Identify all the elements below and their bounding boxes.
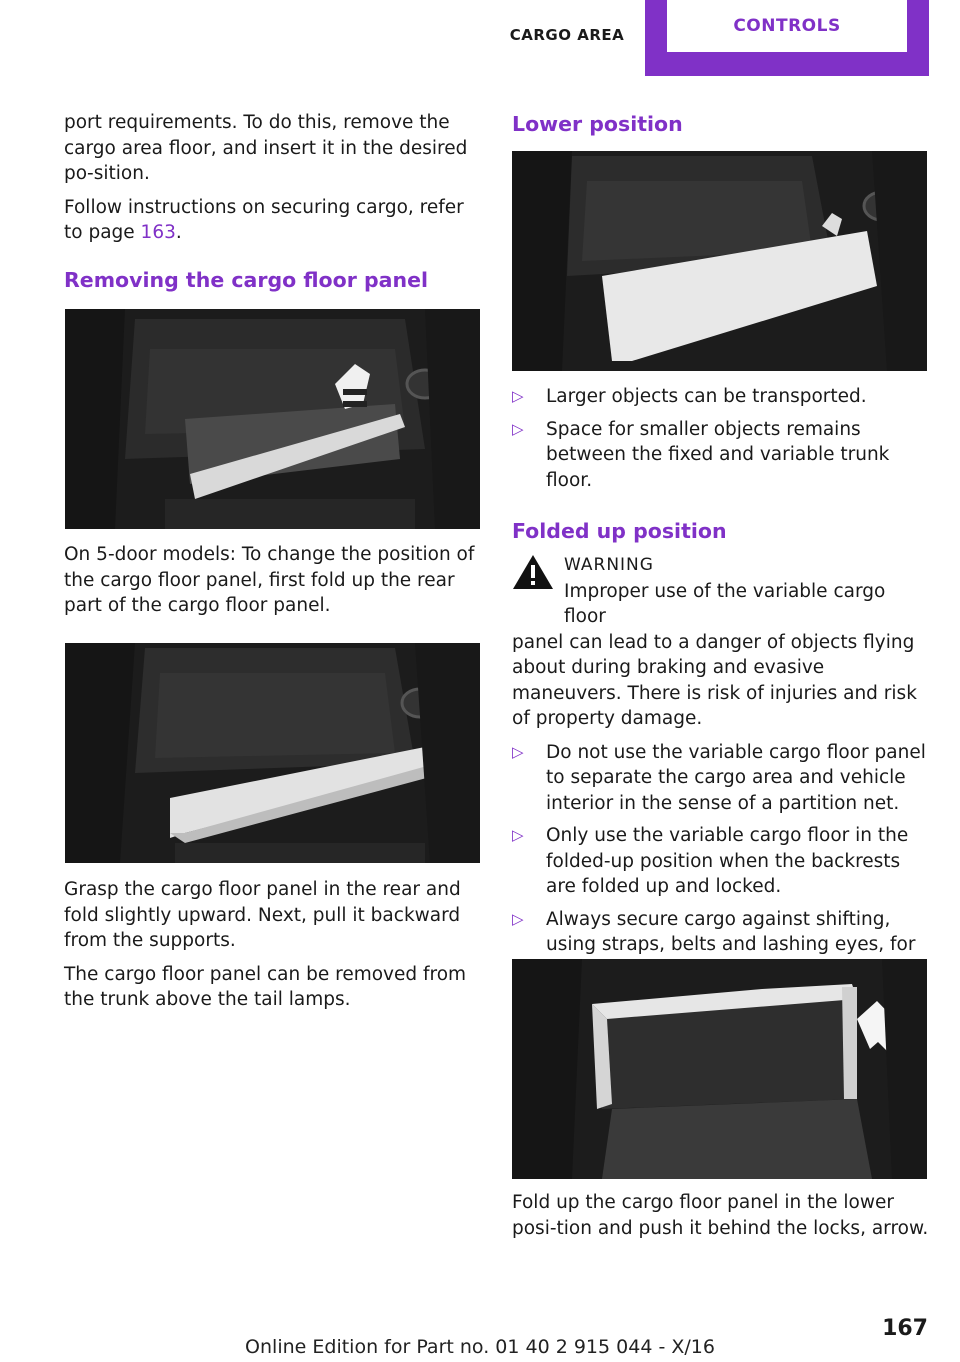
left-text-block-2 [64, 542, 482, 627]
heading-removing-cargo-floor-panel: Removing the cargo floor panel [64, 267, 428, 292]
warning-block [512, 553, 930, 732]
page-link[interactable]: 163 [140, 222, 176, 243]
chapter-tab-controls [645, 0, 929, 76]
warning-text: Improper use of the variable cargo floor panel can lead to a danger of objects flying about during braking and evasive maneuvers. There is risk of injuries and risk of property damage. [512, 580, 917, 729]
list-item: ▷ Space for smaller objects remains between the fixed and variable trunk floor. [512, 418, 890, 491]
photo-cargo-floor-tilted [65, 643, 480, 863]
triangle-bullet-icon: ▷ [512, 742, 524, 761]
chapter-tab-label: CONTROLS [733, 16, 841, 36]
warning-icon [512, 553, 554, 591]
heading-lower-position: Lower position [512, 112, 683, 136]
triangle-bullet-icon: ▷ [512, 909, 524, 928]
triangle-bullet-icon: ▷ [512, 419, 524, 438]
footer-edition: Online Edition for Part no. 01 40 2 915 044 - X/16 [245, 1336, 715, 1358]
right-text-block-3 [512, 1190, 930, 1249]
left-column [64, 110, 482, 294]
photo-lower-position [512, 151, 927, 371]
warning-title: WARNING [564, 555, 654, 575]
warning-list [512, 740, 930, 986]
right-column [512, 110, 930, 138]
heading-folded-up-position: Folded up position [512, 519, 727, 543]
paragraph-port-requirements: port requirements. To do this, remove the cargo area floor, and insert it in the desired po‐sition. [64, 112, 468, 184]
list-item: ▷ Do not use the variable cargo floor panel to separate the cargo area and vehicle interior in the sense of a partition net. [512, 741, 926, 814]
right-text-block-2 [512, 384, 930, 992]
triangle-bullet-icon: ▷ [512, 826, 524, 844]
list-item: ▷ Always secure cargo against shifting, using straps, belts and lashing eyes, for [512, 907, 930, 986]
photo-folded-up-position [512, 959, 927, 1179]
photo-cargo-floor-lift [65, 309, 480, 529]
paragraph-remove-above-tail-lamps: The cargo floor panel can be removed from the trunk above the tail lamps. [64, 963, 467, 1010]
lower-position-list [512, 384, 930, 493]
section-tab-label: CARGO AREA [509, 26, 625, 44]
list-item: ▷ Only use the variable cargo floor in the folded-up position when the backrests are folded up and locked. [512, 825, 909, 897]
left-text-block-3 [64, 877, 482, 1021]
paragraph-five-door-models: On 5-door models: To change the position of the cargo floor panel, first fold up the rear part of the cargo floor panel. [64, 544, 475, 616]
paragraph-fold-up-instruction: Fold up the cargo floor panel in the lower posi‐tion and push it behind the locks, arrow. [512, 1192, 929, 1239]
list-item: ▷ Larger objects can be transported. [512, 384, 930, 410]
footer [0, 1316, 960, 1362]
paragraph-grasp-panel: Grasp the cargo floor panel in the rear and fold slightly upward. Next, pull it backward from the supports. [64, 879, 461, 951]
page-number: 167 [882, 1316, 928, 1341]
triangle-bullet-icon: ▷ [512, 387, 524, 405]
section-tab-cargo-area [494, 0, 640, 76]
paragraph-securing-cargo: Follow instructions on securing cargo, refer to page 163. [64, 196, 464, 243]
